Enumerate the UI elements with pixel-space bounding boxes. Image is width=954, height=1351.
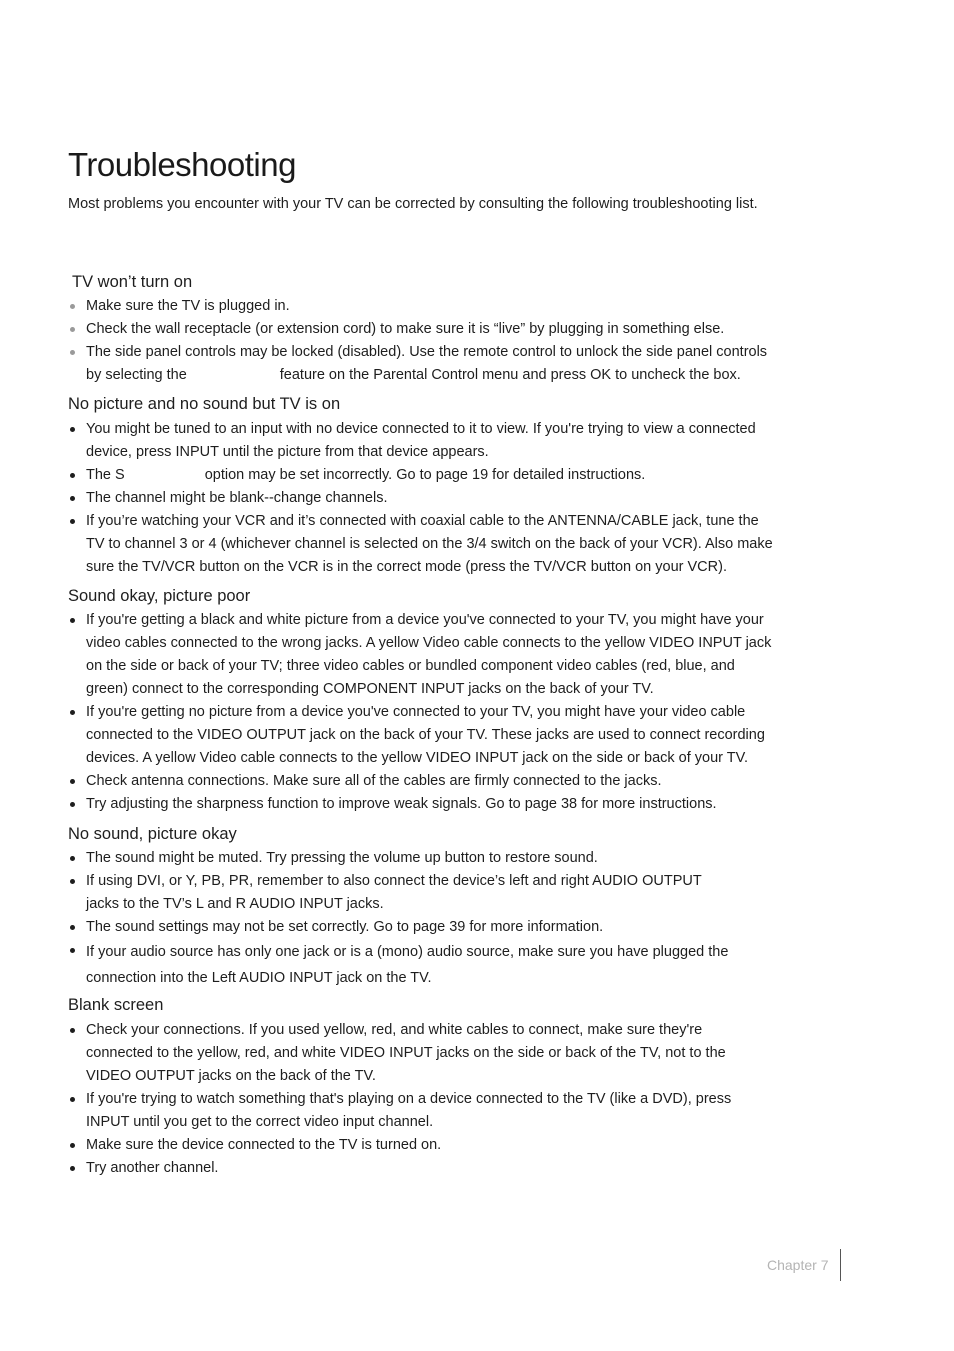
list-item: Try another channel. (68, 1157, 803, 1180)
footer-divider (840, 1249, 841, 1281)
bullet-list-no-sound-picture-okay (68, 847, 803, 991)
list-item: If using DVI, or Y, PB, PR, remember to also connect the device’s left and right AUDIO OUTPUT jacks to the TV’s L and R AUDIO INPUT jacks. (68, 870, 803, 916)
list-item: Check the wall receptacle (or extension cord) to make sure it is “live” by plugging in something else. (68, 318, 803, 341)
bullet-list-tv-wont-turn-on (68, 295, 803, 387)
section-heading-tv-wont-turn-on: TV won’t turn on (72, 273, 193, 291)
list-item: The channel might be blank--change channels. (68, 487, 803, 510)
section-heading-no-picture-no-sound: No picture and no sound but TV is on (68, 395, 341, 413)
list-item: Check antenna connections. Make sure all of the cables are firmly connected to the jacks. (68, 770, 803, 793)
list-item: Make sure the TV is plugged in. (68, 295, 803, 318)
list-item: If you're getting a black and white picture from a device you've connected to your TV, you might have your video cables connected to the wrong jacks. A yellow Video cable connects to the yellow VIDEO INPUT jack on the side or back of your TV; three video cables or bundled component video cables (red, blue, and green) connect to the corresponding COMPONENT INPUT jacks on the back of your TV. (68, 609, 803, 701)
list-item: The sound settings may not be set correctly. Go to page 39 for more information. (68, 916, 803, 939)
list-item: The side panel controls may be locked (disabled). Use the remote control to unlock the side panel controls by selecting the feature on the Parental Control menu and press OK to uncheck the box. (68, 341, 803, 387)
bullet-list-blank-screen (68, 1019, 803, 1180)
list-item: If you're getting no picture from a device you've connected to your TV, you might have your video cable connected to the VIDEO OUTPUT jack on the back of your TV. These jacks are used to connect recording devices. A yellow Video cable connects to the yellow VIDEO INPUT jack on the side or back of your TV. (68, 701, 803, 770)
section-heading-blank-screen: Blank screen (68, 996, 164, 1014)
list-item: If you’re watching your VCR and it’s connected with coaxial cable to the ANTENNA/CABLE jack, tune the TV to channel 3 or 4 (whichever channel is selected on the 3/4 switch on the back of your VCR). Also make sure the TV/VCR button on the VCR is in the correct mode (press the TV/VCR button on your VCR). (68, 510, 803, 579)
list-item: The sound might be muted. Try pressing the volume up button to restore sound. (68, 847, 803, 870)
list-item: Try adjusting the sharpness function to improve weak signals. Go to page 38 for more instructions. (68, 793, 803, 816)
list-item: Check your connections. If you used yellow, red, and white cables to connect, make sure they're connected to the yellow, red, and white VIDEO INPUT jacks on the side or back of the TV, not to the VIDEO OUTPUT jacks on the back of the TV. (68, 1019, 803, 1088)
footer-chapter-label: Chapter 7 (767, 1257, 829, 1273)
list-item: If your audio source has only one jack or is a (mono) audio source, make sure you have plugged the connection into the Left AUDIO INPUT jack on the TV. (68, 939, 803, 991)
bullet-list-no-picture-no-sound (68, 418, 803, 579)
list-item: Make sure the device connected to the TV is turned on. (68, 1134, 803, 1157)
list-item: You might be tuned to an input with no device connected to it to view. If you're trying to view a connected device, press INPUT until the picture from that device appears. (68, 418, 803, 464)
list-item: If you're trying to watch something that's playing on a device connected to the TV (like a DVD), press INPUT until you get to the correct video input channel. (68, 1088, 803, 1134)
page-title: Troubleshooting (68, 146, 296, 183)
section-heading-no-sound-picture-okay: No sound, picture okay (68, 825, 237, 843)
list-item: The S option may be set incorrectly. Go to page 19 for detailed instructions. (68, 464, 803, 487)
section-heading-sound-okay-picture-poor: Sound okay, picture poor (68, 587, 251, 605)
bullet-list-sound-okay-picture-poor (68, 609, 803, 816)
intro-paragraph: Most problems you encounter with your TV can be corrected by consulting the following troubleshooting list. (68, 196, 758, 212)
